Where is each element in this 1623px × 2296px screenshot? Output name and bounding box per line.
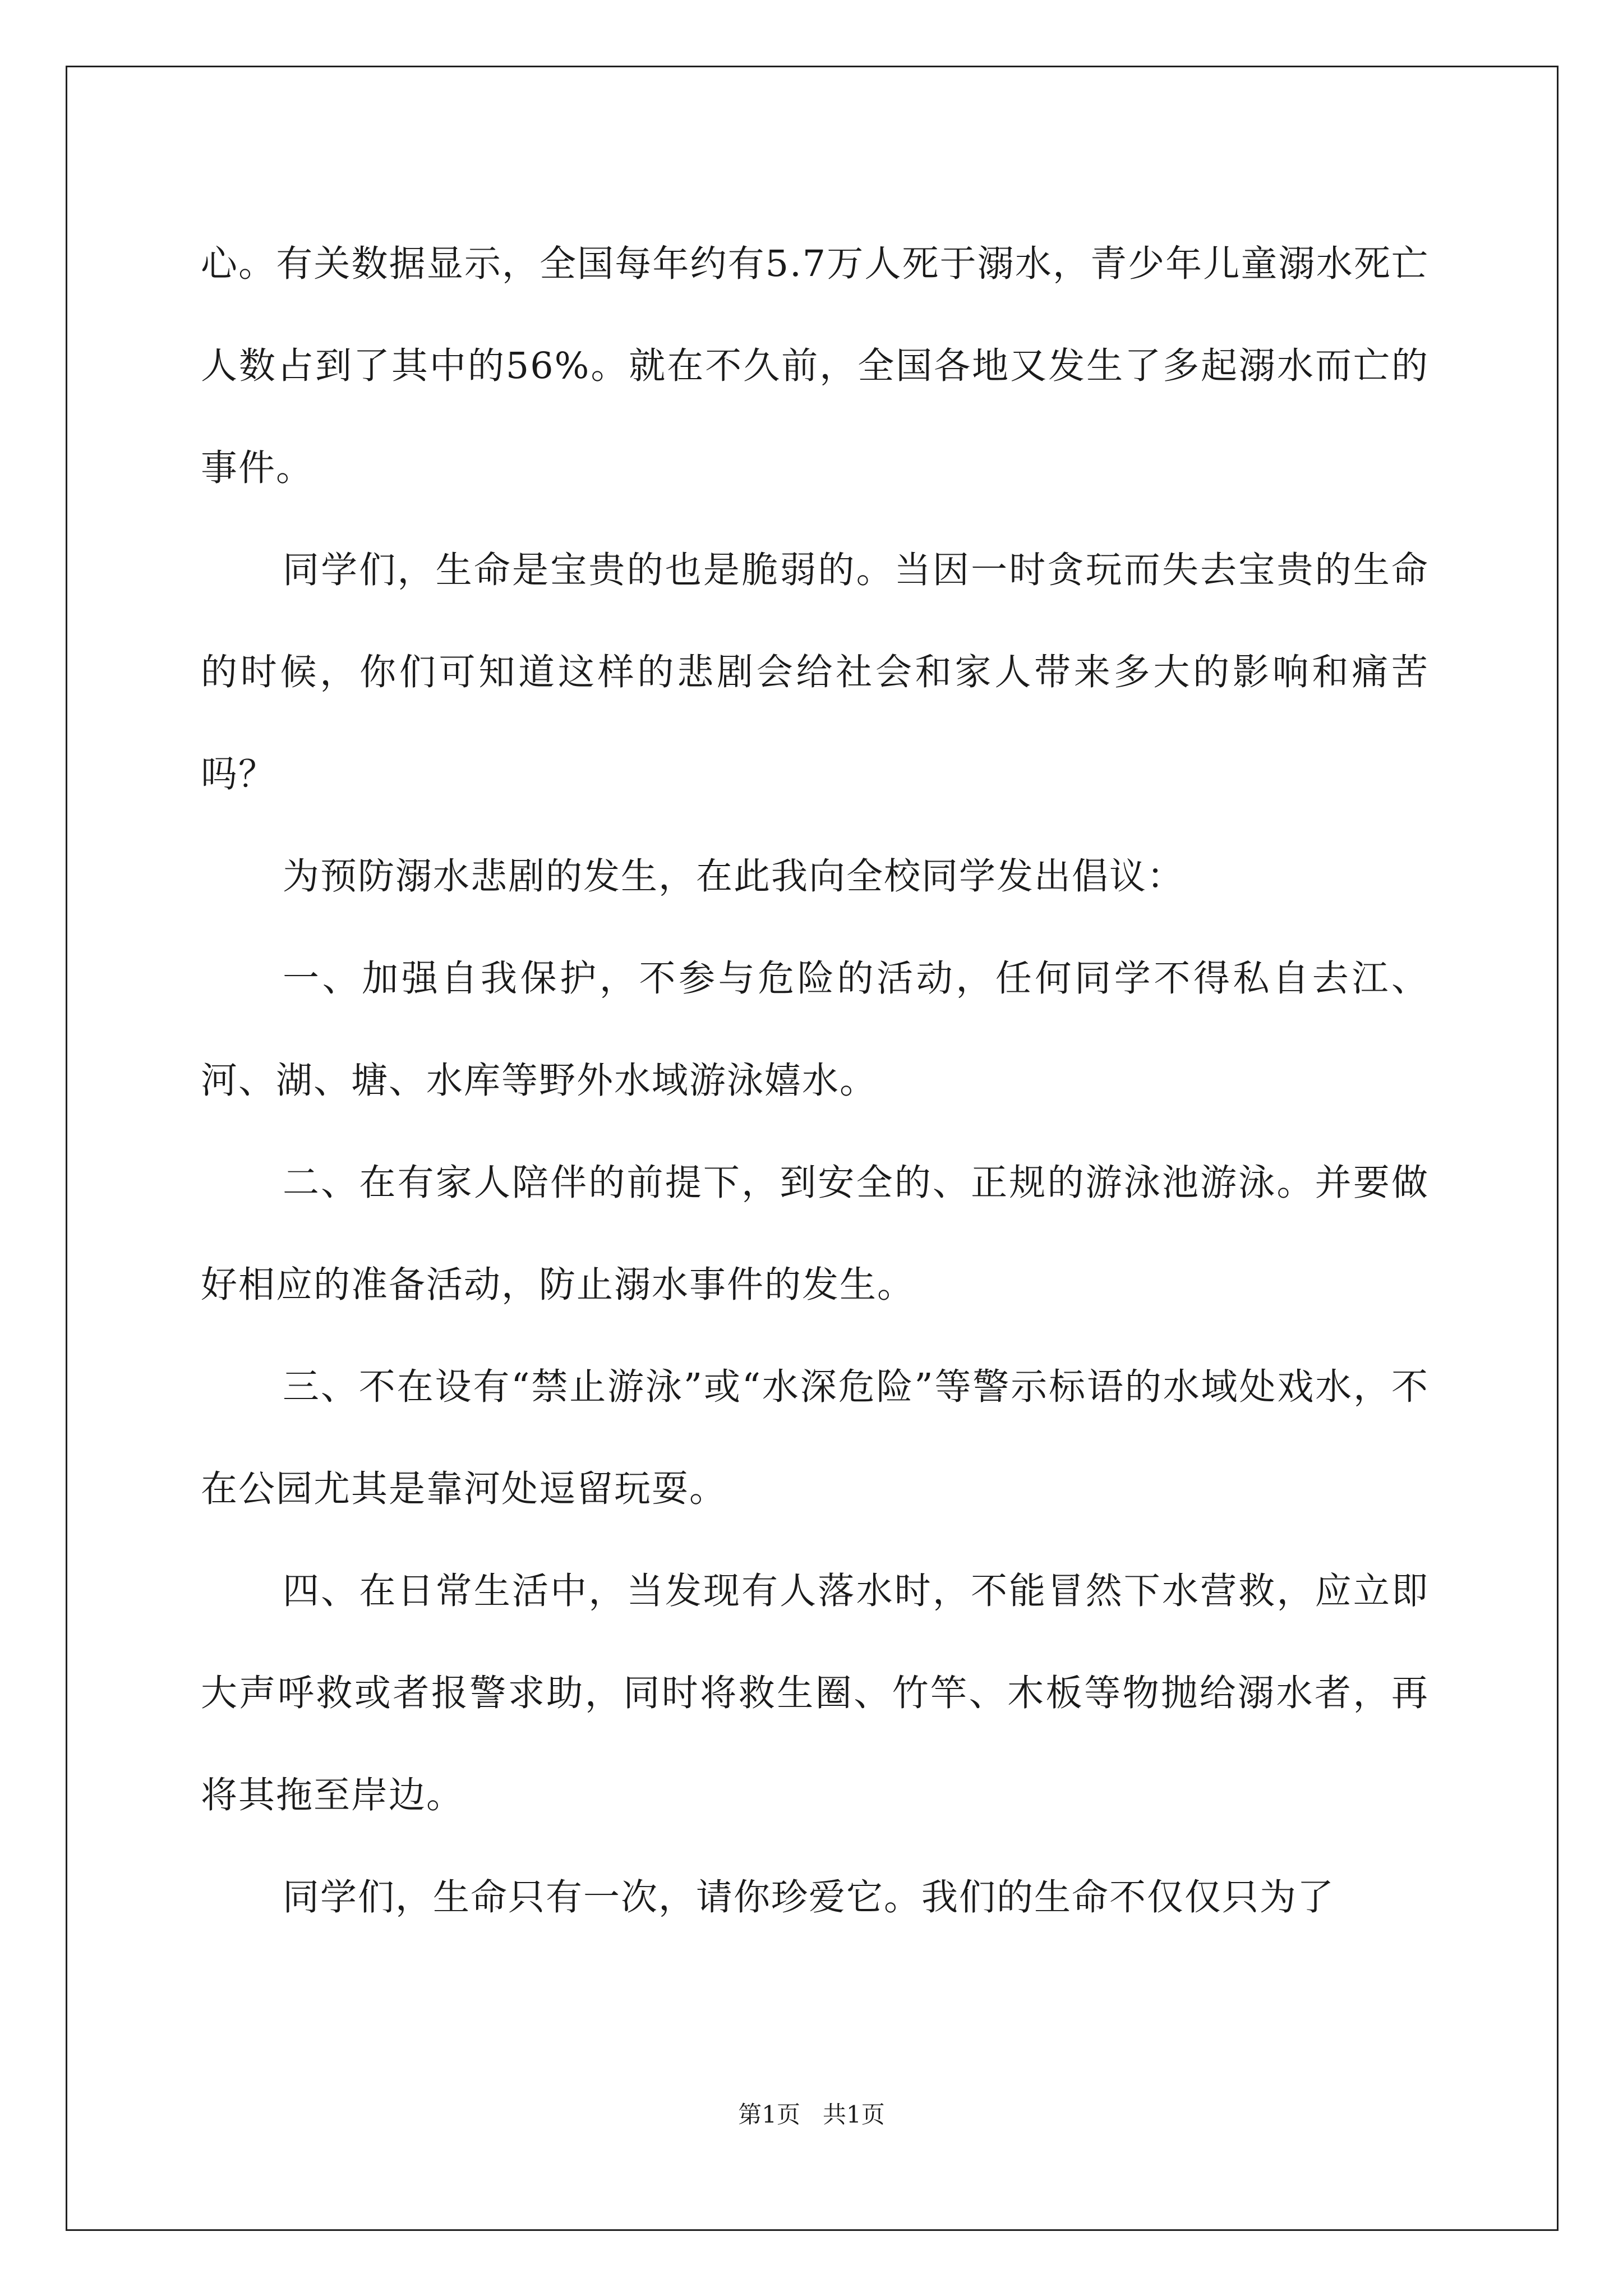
paragraph-2: 同学们，生命是宝贵的也是脆弱的。当因一时贪玩而失去宝贵的生命的时候，你们可知道这样的悲剧会给社会和家人带来多大的影响和痛苦吗？ bbox=[201, 549, 1429, 795]
page-total: 共1页 bbox=[823, 2101, 885, 2128]
paragraph-7: 四、在日常生活中，当发现有人落水时，不能冒然下水营救，应立即大声呼救或者报警求助，同时将救生圈、竹竿、木板等物抛给溺水者，再将其拖至岸边。 bbox=[201, 1570, 1429, 1816]
paragraph-5: 二、在有家人陪伴的前提下，到安全的、正规的游泳池游泳。并要做好相应的准备活动，防止溺水事件的发生。 bbox=[201, 1162, 1429, 1306]
paragraph-8: 同学们，生命只有一次，请你珍爱它。我们的生命不仅仅只为了 bbox=[283, 1876, 1335, 1918]
paragraph-6: 三、不在设有“禁止游泳”或“水深危险”等警示标语的水域处戏水，不在公园尤其是靠河处逗留玩耍。 bbox=[201, 1366, 1429, 1510]
paragraph-1: 心。有关数据显示，全国每年约有5.7万人死于溺水，青少年儿童溺水死亡人数占到了其中的56%。就在不久前，全国各地又发生了多起溺水而亡的事件。 bbox=[201, 243, 1429, 489]
paragraph-4: 一、加强自我保护，不参与危险的活动，任何同学不得私自去江、河、湖、塘、水库等野外水域游泳嬉水。 bbox=[201, 958, 1429, 1102]
page-number: 第1页 bbox=[738, 2101, 800, 2128]
document-body bbox=[201, 213, 1429, 1949]
paragraph-3: 为预防溺水悲剧的发生，在此我向全校同学发出倡议： bbox=[283, 855, 1185, 898]
page-footer bbox=[0, 2098, 1623, 2132]
